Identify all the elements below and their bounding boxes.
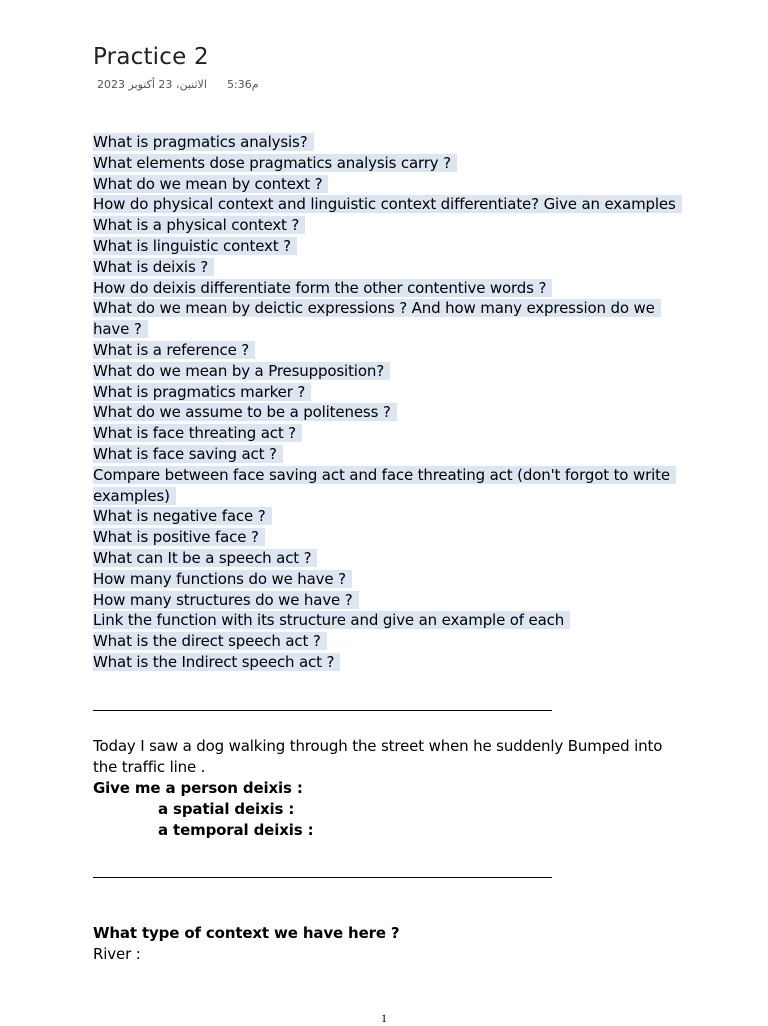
list-item: How many functions do we have ? <box>93 569 682 590</box>
page-number: 1 <box>381 1011 387 1025</box>
list-item: How do deixis differentiate form the other contentive words ? <box>93 278 682 299</box>
list-item: What is a physical context ? <box>93 215 682 236</box>
list-item: What is deixis ? <box>93 257 682 278</box>
list-item: What is positive face ? <box>93 527 682 548</box>
context-question: What type of context we have here ? <box>93 924 400 942</box>
list-item: What do we assume to be a politeness ? <box>93 402 682 423</box>
list-item: What do we mean by context ? <box>93 174 682 195</box>
story-paragraph <box>93 736 693 778</box>
note-time: 5:36م <box>227 78 259 91</box>
person-deixis-prompt: Give me a person deixis : <box>93 779 303 797</box>
list-item: What can It be a speech act ? <box>93 548 682 569</box>
context-section <box>93 923 693 965</box>
story-line: the traffic line . <box>93 757 206 776</box>
question-list <box>93 132 682 673</box>
list-item: What is the direct speech act ? <box>93 631 682 652</box>
list-item: What is pragmatics analysis? <box>93 132 682 153</box>
list-item: What is face threating act ? <box>93 423 682 444</box>
list-item: What is pragmatics marker ? <box>93 382 682 403</box>
list-item: What do we mean by deictic expressions ? And how many expression do we <box>93 298 682 319</box>
list-item: Link the function with its structure and give an example of each <box>93 610 682 631</box>
note-date: الاثنين، 23 أكتوبر 2023 <box>97 78 207 91</box>
deixis-prompts <box>93 778 693 840</box>
list-item: examples) <box>93 486 682 507</box>
list-item: What is negative face ? <box>93 506 682 527</box>
list-item: have ? <box>93 319 682 340</box>
list-item: How many structures do we have ? <box>93 590 682 611</box>
list-item: What is a reference ? <box>93 340 682 361</box>
spatial-deixis-prompt: a spatial deixis : <box>158 799 295 818</box>
page-title: Practice 2 <box>93 44 209 70</box>
list-item: Compare between face saving act and face threating act (don't forgot to write <box>93 465 682 486</box>
list-item: What is linguistic context ? <box>93 236 682 257</box>
list-item: What is face saving act ? <box>93 444 682 465</box>
list-item: What is the Indirect speech act ? <box>93 652 682 673</box>
list-item: What elements dose pragmatics analysis carry ? <box>93 153 682 174</box>
divider <box>93 710 552 711</box>
list-item: What do we mean by a Presupposition? <box>93 361 682 382</box>
story-line: Today I saw a dog walking through the street when he suddenly Bumped into <box>93 737 663 755</box>
divider <box>93 877 552 878</box>
context-answer: River : <box>93 944 141 963</box>
list-item: How do physical context and linguistic context differentiate? Give an examples <box>93 194 682 215</box>
temporal-deixis-prompt: a temporal deixis : <box>158 820 314 839</box>
